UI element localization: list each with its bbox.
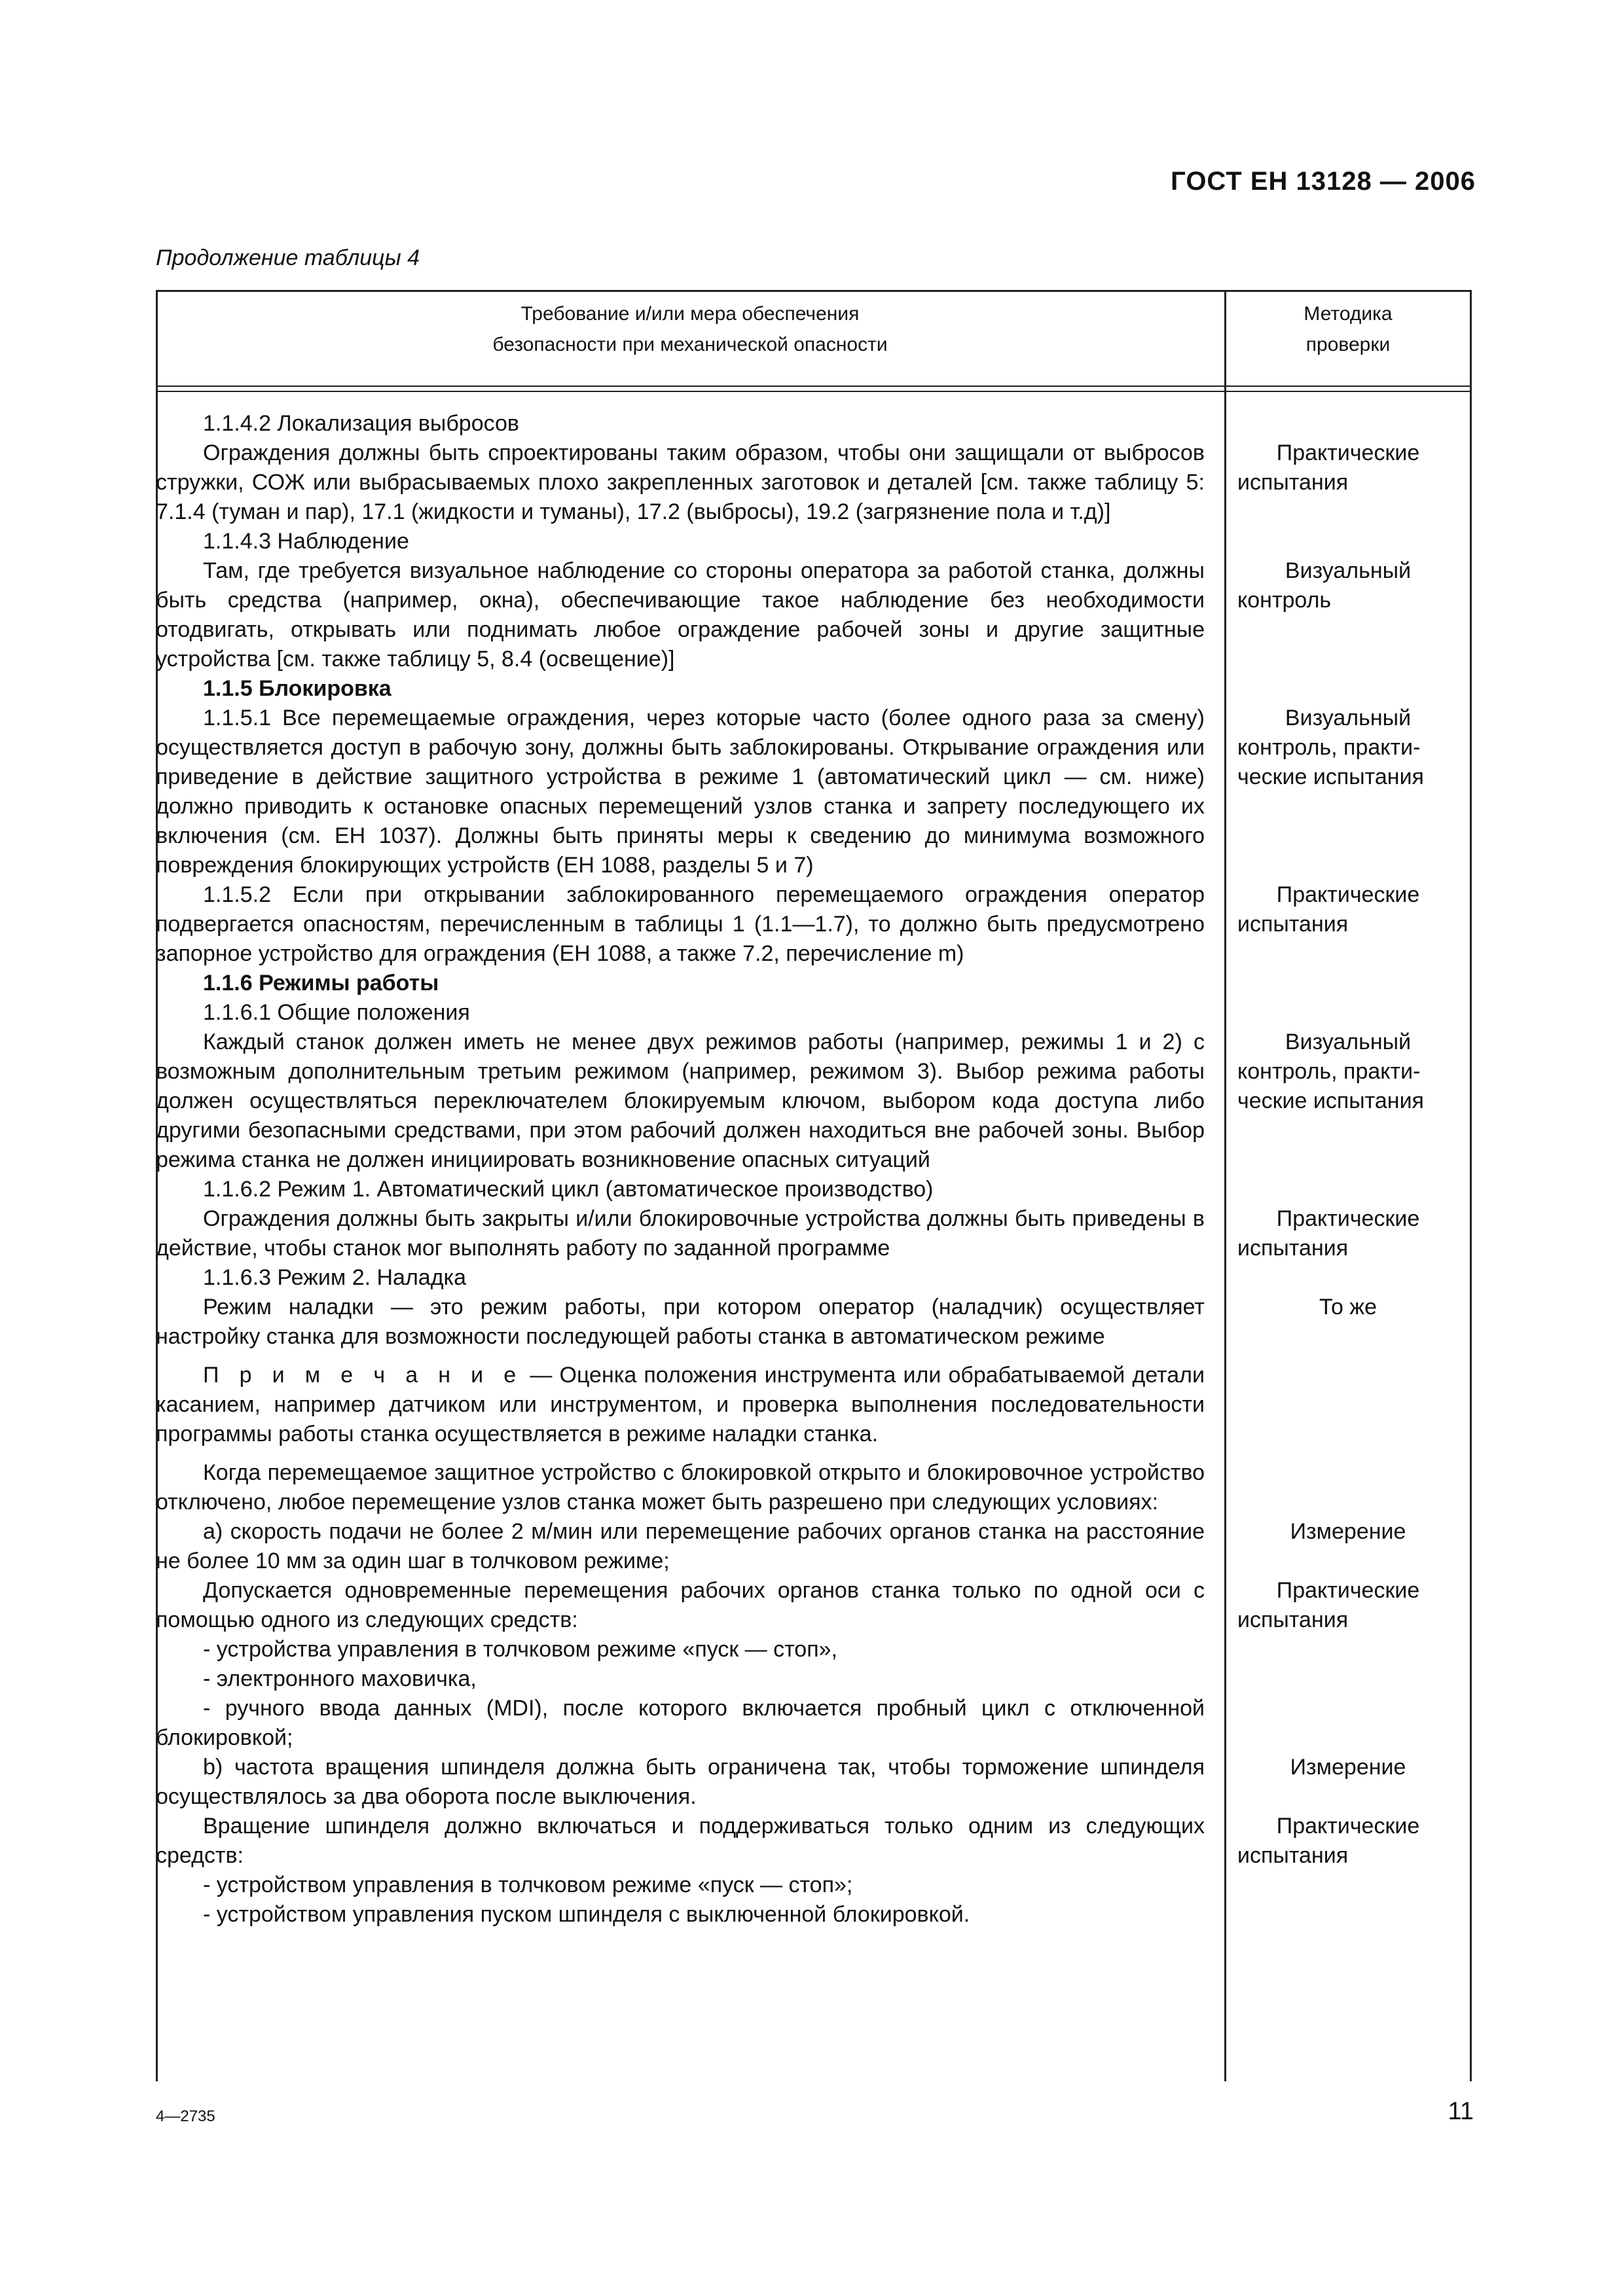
method-cell (1224, 704, 1472, 880)
table-row (156, 1900, 1472, 1929)
column-header-method: Методика проверки (1304, 303, 1393, 355)
method-text: Практические (1276, 1814, 1420, 1839)
table-row (156, 674, 1472, 704)
requirement-cell (156, 998, 1224, 1028)
requirement-text: Ограждения должны быть закрыты и/или блокировочные устройства должны быть приведены в действие, чтобы станок мог выполнять работу по заданной программе (156, 1206, 1205, 1261)
requirement-text: Вращение шпинделя должно включаться и поддерживаться только одним из следующих средств: (156, 1814, 1205, 1868)
method-text: контроль, практи- (1237, 735, 1421, 760)
method-text: контроль (1237, 588, 1332, 613)
method-text: Визуальный (1285, 1030, 1412, 1054)
method-cell (1224, 1900, 1472, 1929)
requirement-cell (156, 1753, 1224, 1812)
method-cell (1224, 998, 1472, 1028)
method-cell (1224, 1517, 1472, 1576)
method-text: испытания (1237, 1607, 1349, 1632)
method-cell (1224, 1812, 1472, 1871)
method-text: Визуальный (1285, 706, 1412, 730)
requirement-text: 1.1.6.1 Общие положения (203, 1000, 470, 1025)
requirement-cell (156, 880, 1224, 969)
method-cell (1224, 969, 1472, 998)
requirement-text: 1.1.5.1 Все перемещаемые ограждения, через которые часто (более одного раза за смену) осуществляется доступ в рабочую зону, должны быть заблокированы. Открывание ограждения или приведение в действие защитного устройства в режиме 1 (автоматический цикл — см. ниже) должно приводить к остановке опасных перемещений узлов станка и запрету последующего их включения (см. ЕН 1037). Должны быть приняты меры к сведению до минимума возможного повреждения блокирующих устройств (ЕН 1088, разделы 5 и 7) (156, 706, 1205, 878)
requirement-text: - ручного ввода данных (MDI), после которого включается пробный цикл с отключенной блокировкой; (156, 1696, 1205, 1750)
method-text: Измерение (1290, 1755, 1406, 1780)
method-text: испытания (1237, 470, 1349, 495)
table-row (156, 1812, 1472, 1871)
method-text: испытания (1237, 1236, 1349, 1261)
document-code: ГОСТ ЕН 13128 — 2006 (1171, 167, 1476, 196)
table-row (156, 1263, 1472, 1293)
requirement-text: - устройства управления в толчковом режиме «пуск — стоп», (203, 1637, 837, 1662)
requirement-text: - электронного маховичка, (203, 1666, 477, 1691)
method-cell (1224, 1458, 1472, 1517)
method-cell (1224, 1753, 1472, 1812)
page-number: 11 (1448, 2098, 1474, 2125)
requirement-cell (156, 1204, 1224, 1263)
table-row (156, 1871, 1472, 1900)
requirement-text: Ограждения должны быть спроектированы таким образом, чтобы они защищали от выбросов стружки, СОЖ или выбрасываемых плохо закрепленных заготовок и деталей [см. также таблицу 5: 7.1.4 (туман и пар), 17.1 (жидкости и туманы), 17.2 (выбросы), 19.2 (загрязнение пола и т.д)] (156, 440, 1205, 524)
requirement-cell (156, 556, 1224, 674)
table-row (156, 880, 1472, 969)
table-row (156, 1175, 1472, 1204)
requirement-text: 1.1.5 Блокировка (203, 676, 392, 701)
requirement-cell (156, 1175, 1224, 1204)
method-cell (1224, 1175, 1472, 1204)
requirement-cell (156, 439, 1224, 527)
requirement-cell (156, 1293, 1224, 1352)
method-cell (1224, 1028, 1472, 1175)
method-text: испытания (1237, 912, 1349, 937)
requirement-text: 1.1.6.2 Режим 1. Автоматический цикл (автоматическое производство) (203, 1177, 934, 1202)
requirement-cell (156, 1871, 1224, 1900)
requirement-text: - устройством управления пуском шпинделя с выключенной блокировкой. (203, 1902, 970, 1927)
requirement-cell (156, 1458, 1224, 1517)
requirement-text: a) скорость подачи не более 2 м/мин или перемещение рабочих органов станка на расстояние не более 10 мм за один шаг в толчковом режиме; (156, 1519, 1205, 1573)
table-row (156, 556, 1472, 674)
table-row (156, 1635, 1472, 1664)
table-body (156, 409, 1472, 1929)
method-cell (1224, 439, 1472, 527)
method-text: Измерение (1290, 1519, 1406, 1544)
table-row (156, 439, 1472, 527)
footer-code: 4—2735 (156, 2108, 215, 2125)
method-cell (1224, 880, 1472, 969)
table-row (156, 1458, 1472, 1517)
table-row (156, 527, 1472, 556)
requirement-cell (156, 527, 1224, 556)
header-divider-top (156, 386, 1472, 387)
method-cell (1224, 556, 1472, 674)
note-label: П р и м е ч а н и е (203, 1363, 523, 1388)
method-text: Визуальный (1285, 558, 1412, 583)
method-cell (1224, 1871, 1472, 1900)
requirement-cell (156, 1694, 1224, 1753)
requirement-cell (156, 1664, 1224, 1694)
requirement-cell (156, 969, 1224, 998)
method-text: Практические (1276, 1578, 1420, 1603)
requirement-text: — Оценка положения инструмента или обрабатываемой детали касанием, например датчиком или инструментом, и проверка выполнения последовательности программы работы станка осуществляется в режиме наладки станка. (156, 1363, 1205, 1446)
method-cell (1224, 1694, 1472, 1753)
method-cell (1224, 409, 1472, 439)
requirement-text: Режим наладки — это режим работы, при котором оператор (наладчик) осуществляет настройку станка для возможности последующей работы станка в автоматическом режиме (156, 1295, 1205, 1349)
requirement-text: - устройством управления в толчковом режиме «пуск — стоп»; (203, 1873, 853, 1897)
table-row (156, 1293, 1472, 1352)
table-row (156, 1361, 1472, 1449)
table-row (156, 1028, 1472, 1175)
requirement-text: Там, где требуется визуальное наблюдение со стороны оператора за работой станка, должны быть средства (например, окна), обеспечивающие такое наблюдение без необходимости отодвигать, открывать или поднимать любое ограждение рабочей зоны и другие защитные устройства [см. также таблицу 5, 8.4 (освещение)] (156, 558, 1205, 672)
method-text: Практические (1276, 440, 1420, 465)
column-header-requirement: Требование и/или мера обеспечения безопасности при механической опасности (492, 303, 888, 355)
requirement-text: Когда перемещаемое защитное устройство с блокировкой открыто и блокировочное устройство отключено, любое перемещение узлов станка может быть разрешено при следующих условиях: (156, 1460, 1205, 1515)
table-row (156, 704, 1472, 880)
method-text: То же (1319, 1295, 1377, 1319)
method-cell (1224, 1263, 1472, 1293)
method-text: ческие испытания (1237, 764, 1424, 789)
method-cell (1224, 1361, 1472, 1449)
method-text: Практические (1276, 1206, 1420, 1231)
method-text: испытания (1237, 1843, 1349, 1868)
table-row (156, 1517, 1472, 1576)
requirement-cell (156, 1361, 1224, 1449)
method-text: Практические (1276, 882, 1420, 907)
table-row (156, 1576, 1472, 1635)
requirement-text: 1.1.4.2 Локализация выбросов (203, 411, 519, 436)
requirement-text: 1.1.5.2 Если при открывании заблокированного перемещаемого ограждения оператор подвергается опасностям, перечисленным в таблицы 1 (1.1—1.7), то должно быть предусмотрено запорное устройство для ограждения (ЕН 1088, а также 7.2, перечисление m) (156, 882, 1205, 966)
requirement-cell (156, 1263, 1224, 1293)
method-cell (1224, 1664, 1472, 1694)
method-cell (1224, 1635, 1472, 1664)
requirement-cell (156, 1812, 1224, 1871)
requirement-cell (156, 704, 1224, 880)
table-continuation-label: Продолжение таблицы 4 (156, 245, 420, 270)
requirement-cell (156, 1028, 1224, 1175)
requirement-cell (156, 1900, 1224, 1929)
method-cell (1224, 1204, 1472, 1263)
method-text: контроль, практи- (1237, 1059, 1421, 1084)
header-divider-bottom (156, 391, 1472, 392)
table-row (156, 998, 1472, 1028)
table-row (156, 1664, 1472, 1694)
requirement-text: Допускается одновременные перемещения рабочих органов станка только по одной оси с помощью одного из следующих средств: (156, 1578, 1205, 1632)
method-text: ческие испытания (1237, 1088, 1424, 1113)
requirement-text: 1.1.6 Режимы работы (203, 971, 439, 996)
requirement-text: b) частота вращения шпинделя должна быть ограничена так, чтобы торможение шпинделя осуществлялось за два оборота после выключения. (156, 1755, 1205, 1809)
requirement-cell (156, 1576, 1224, 1635)
table-top-border (156, 290, 1472, 292)
requirement-cell (156, 409, 1224, 439)
requirement-cell (156, 674, 1224, 704)
table-row (156, 1753, 1472, 1812)
requirement-text: 1.1.6.3 Режим 2. Наладка (203, 1265, 467, 1290)
table-row (156, 969, 1472, 998)
method-cell (1224, 674, 1472, 704)
method-cell (1224, 527, 1472, 556)
method-cell (1224, 1576, 1472, 1635)
method-cell (1224, 1293, 1472, 1352)
requirement-cell (156, 1635, 1224, 1664)
table-row (156, 409, 1472, 439)
requirement-cell (156, 1517, 1224, 1576)
table-row (156, 1204, 1472, 1263)
requirement-text: Каждый станок должен иметь не менее двух режимов работы (например, режимы 1 и 2) с возможным дополнительным третьим режимом (например, режимом 3). Выбор режима работы должен осуществляться переключателем блокируемым ключом, выбором кода доступа либо другими безопасными средствами, при этом рабочий должен находиться вне рабочей зоны. Выбор режима станка не должен инициировать возникновение опасных ситуаций (156, 1030, 1205, 1172)
table-row (156, 1694, 1472, 1753)
requirement-text: 1.1.4.3 Наблюдение (203, 529, 409, 554)
